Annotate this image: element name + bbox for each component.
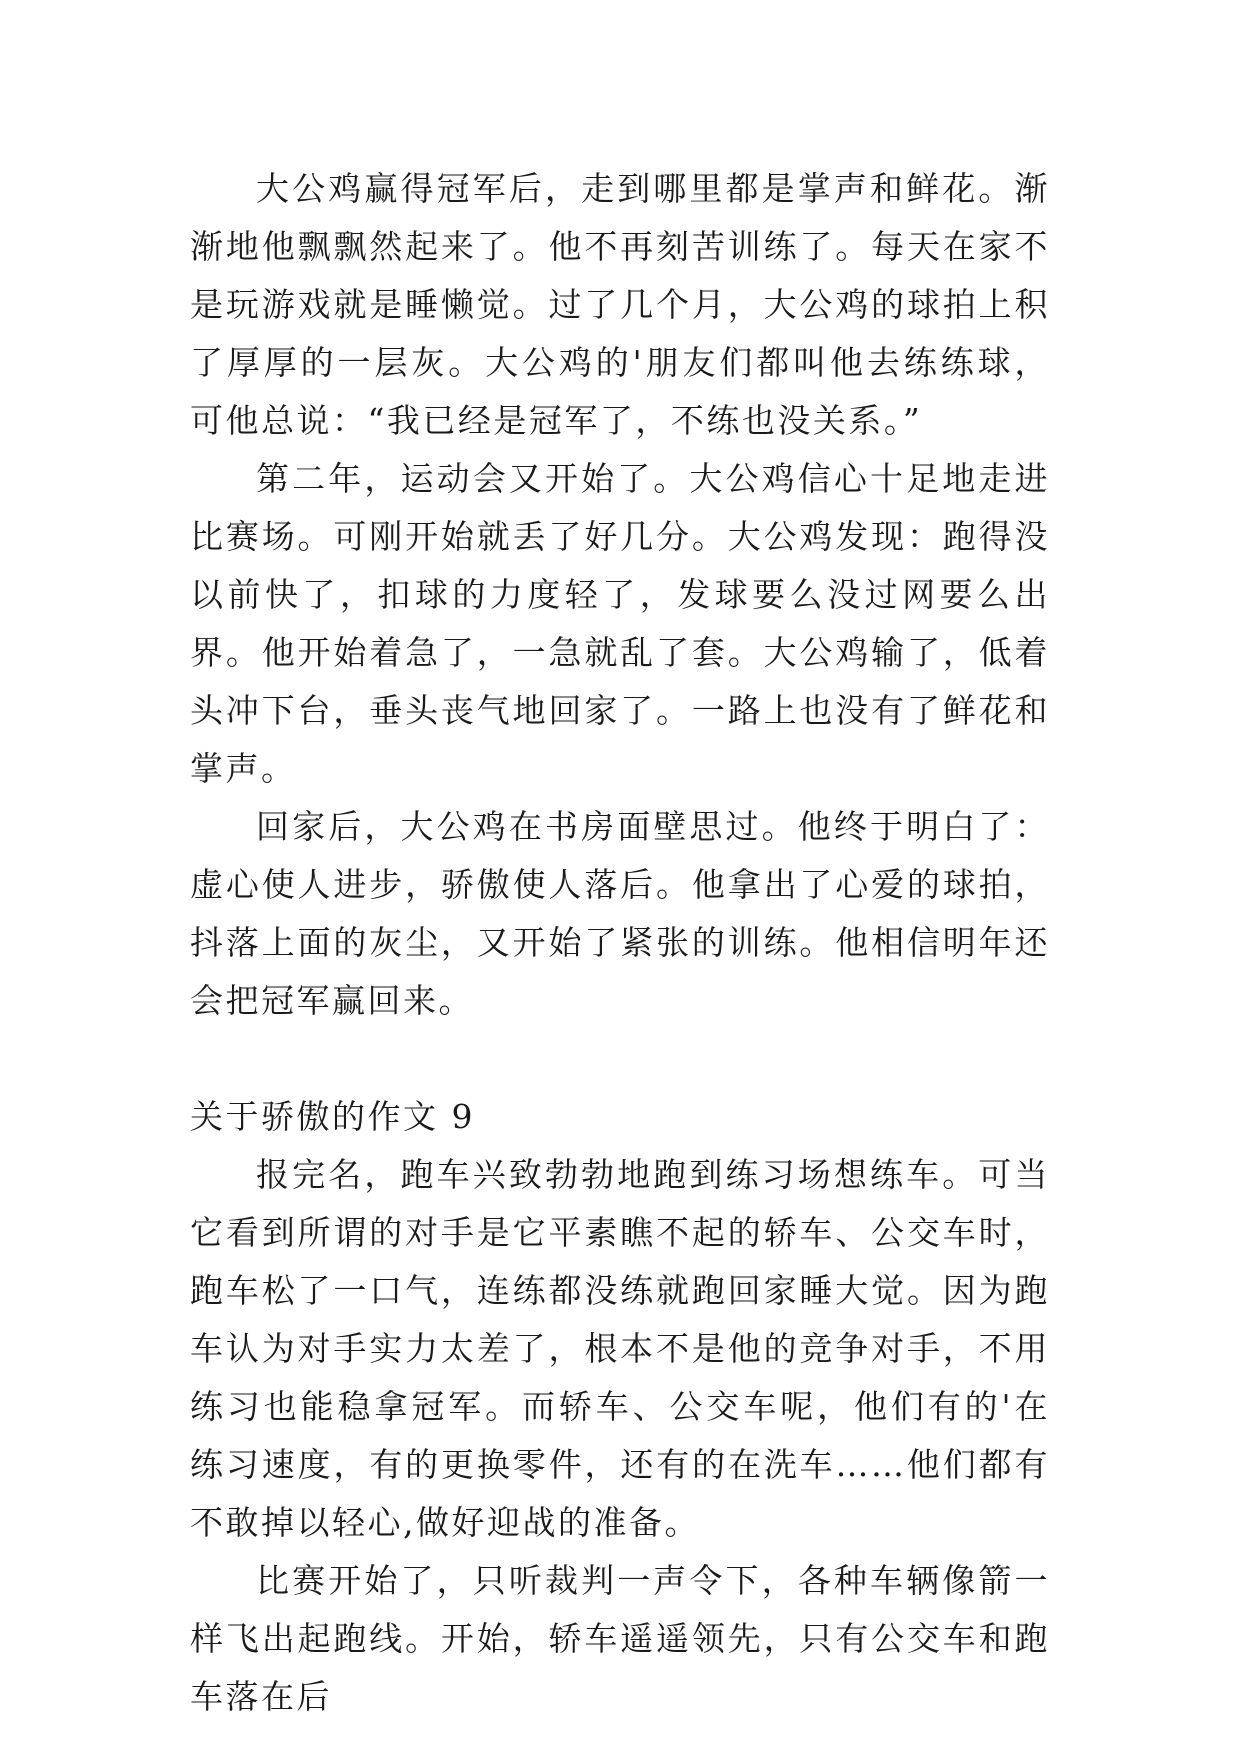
paragraph-rooster-fame: 大公鸡赢得冠军后，走到哪里都是掌声和鲜花。渐渐地他飘飘然起来了。他不再刻苦训练了。每天在家不是玩游戏就是睡懒觉。过了几个月，大公鸡的球拍上积了厚厚的一层灰。大公鸡的'朋友们都叫他去练练球，可他总说：“我已经是冠军了，不练也没关系。” — [190, 169, 1050, 440]
section-title: 关于骄傲的作文 9 — [190, 1097, 475, 1136]
paragraph-rooster-defeat: 第二年，运动会又开始了。大公鸡信心十足地走进比赛场。可刚开始就丢了好几分。大公鸡发现：跑得没以前快了，扣球的力度轻了，发球要么没过网要么出界。他开始着急了，一急就乱了套。大公鸡输了，低着头冲下台，垂头丧气地回家了。一路上也没有了鲜花和掌声。 — [190, 459, 1050, 788]
document-body — [190, 160, 1050, 1726]
section-spacer — [190, 1030, 1050, 1088]
paragraph-race-start: 比赛开始了，只听裁判一声令下，各种车辆像箭一样飞出起跑线。开始，轿车遥遥领先，只有公交车和跑车落在后 — [190, 1561, 1050, 1716]
paragraph-rooster-reflection: 回家后，大公鸡在书房面壁思过。他终于明白了：虚心使人进步，骄傲使人落后。他拿出了心爱的球拍，抖落上面的灰尘，又开始了紧张的训练。他相信明年还会把冠军赢回来。 — [190, 807, 1050, 1020]
paragraph-sports-car-registration: 报完名，跑车兴致勃勃地跑到练习场想练车。可当它看到所谓的对手是它平素瞧不起的轿车、公交车时，跑车松了一口气，连练都没练就跑回家睡大觉。因为跑车认为对手实力太差了，根本不是他的竞争对手，不用练习也能稳拿冠军。而轿车、公交车呢，他们有的'在练习速度，有的更换零件，还有的在洗车……他们都有不敢掉以轻心,做好迎战的准备。 — [190, 1155, 1050, 1542]
